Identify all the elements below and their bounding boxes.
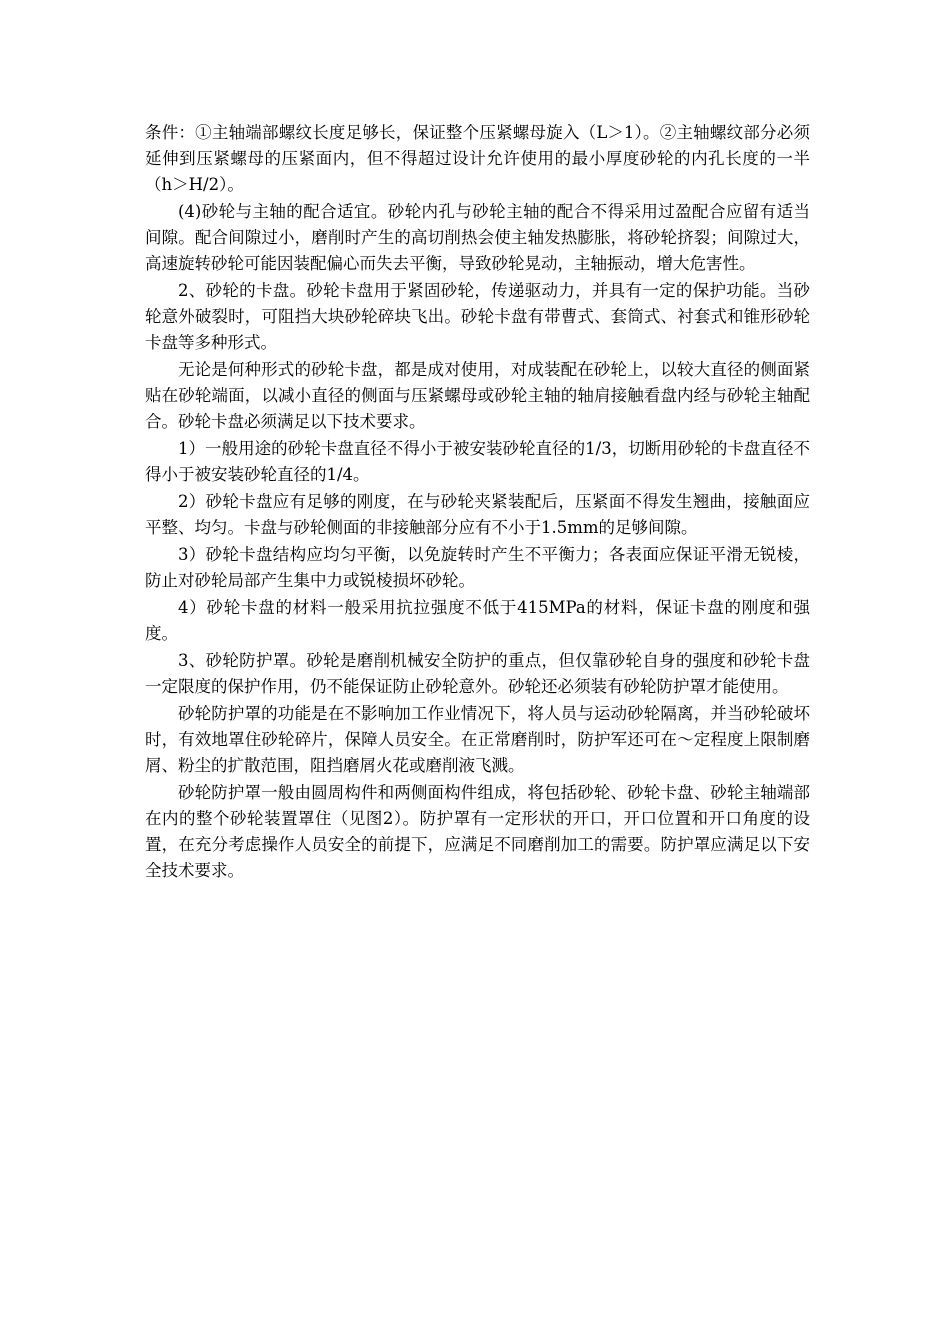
paragraph-guard-structure: 砂轮防护罩一般由圆周构件和两侧面构件组成，将包括砂轮、砂轮卡盘、砂轮主轴端部在内的整个砂轮装置罩住（见图2）。防护罩有一定形状的开口，开口位置和开口角度的设置，在充分考虑操作人员安全的前提下，应满足不同磨削加工的需要。防护罩应满足以下安全技术要求。: [145, 783, 810, 880]
paragraph-wheel-flange: 2、砂轮的卡盘。砂轮卡盘用于紧固砂轮，传递驱动力，并具有一定的保护功能。当砂轮意外破裂时，可阻挡大块砂轮碎块飞出。砂轮卡盘有带曹式、套筒式、衬套式和锥形砂轮卡盘等多种形式。: [145, 281, 810, 352]
paragraph-requirement-3: 3）砂轮卡盘结构应均匀平衡，以免旋转时产生不平衡力；各表面应保证平滑无锐棱，防止对砂轮局部产生集中力或锐棱损坏砂轮。: [145, 545, 810, 590]
paragraph-flange-pairs: 无论是何种形式的砂轮卡盘，都是成对使用，对成装配在砂轮上，以较大直径的侧面紧贴在砂轮端面，以减小直径的侧面与压紧螺母或砂轮主轴的轴肩接触看盘内经与砂轮主轴配合。砂轮卡盘必须满足以下技术要求。: [145, 360, 810, 431]
paragraph-spindle-fit: (4)砂轮与主轴的配合适宜。砂轮内孔与砂轮主轴的配合不得采用过盈配合应留有适当间隙。配合间隙过小，磨削时产生的高切削热会使主轴发热膨胀，将砂轮挤裂；间隙过大，高速旋转砂轮可能因装配偏心而失去平衡，导致砂轮晃动，主轴振动，增大危害性。: [145, 202, 810, 273]
paragraph-requirement-4: 4）砂轮卡盘的材料一般采用抗拉强度不低于415MPa的材料，保证卡盘的刚度和强度。: [145, 598, 810, 643]
paragraph-requirement-1: 1）一般用途的砂轮卡盘直径不得小于被安装砂轮直径的1/3，切断用砂轮的卡盘直径不得小于被安装砂轮直径的1/4。: [145, 439, 810, 484]
paragraph-requirement-2: 2）砂轮卡盘应有足够的刚度，在与砂轮夹紧装配后，压紧面不得发生翘曲，接触面应平整、均匀。卡盘与砂轮侧面的非接触部分应有不小于1.5mm的足够间隙。: [145, 492, 810, 537]
paragraph-conditions: 条件：①主轴端部螺纹长度足够长，保证整个压紧螺母旋入（L＞1）。②主轴螺纹部分必须延伸到压紧螺母的压紧面内，但不得超过设计允许使用的最小厚度砂轮的内孔长度的一半（h＞H/2）。: [145, 123, 810, 194]
document-body: [145, 120, 810, 885]
paragraph-guard-function: 砂轮防护罩的功能是在不影响加工作业情况下，将人员与运动砂轮隔离，并当砂轮破坏时，有效地罩住砂轮碎片，保障人员安全。在正常磨削时，防护军还可在～定程度上限制磨屑、粉尘的扩散范围，阻挡磨屑火花或磨削液飞溅。: [145, 704, 810, 775]
paragraph-wheel-guard: 3、砂轮防护罩。砂轮是磨削机械安全防护的重点，但仅靠砂轮自身的强度和砂轮卡盘一定限度的保护作用，仍不能保证防止砂轮意外。砂轮还必须装有砂轮防护罩才能使用。: [145, 651, 810, 696]
